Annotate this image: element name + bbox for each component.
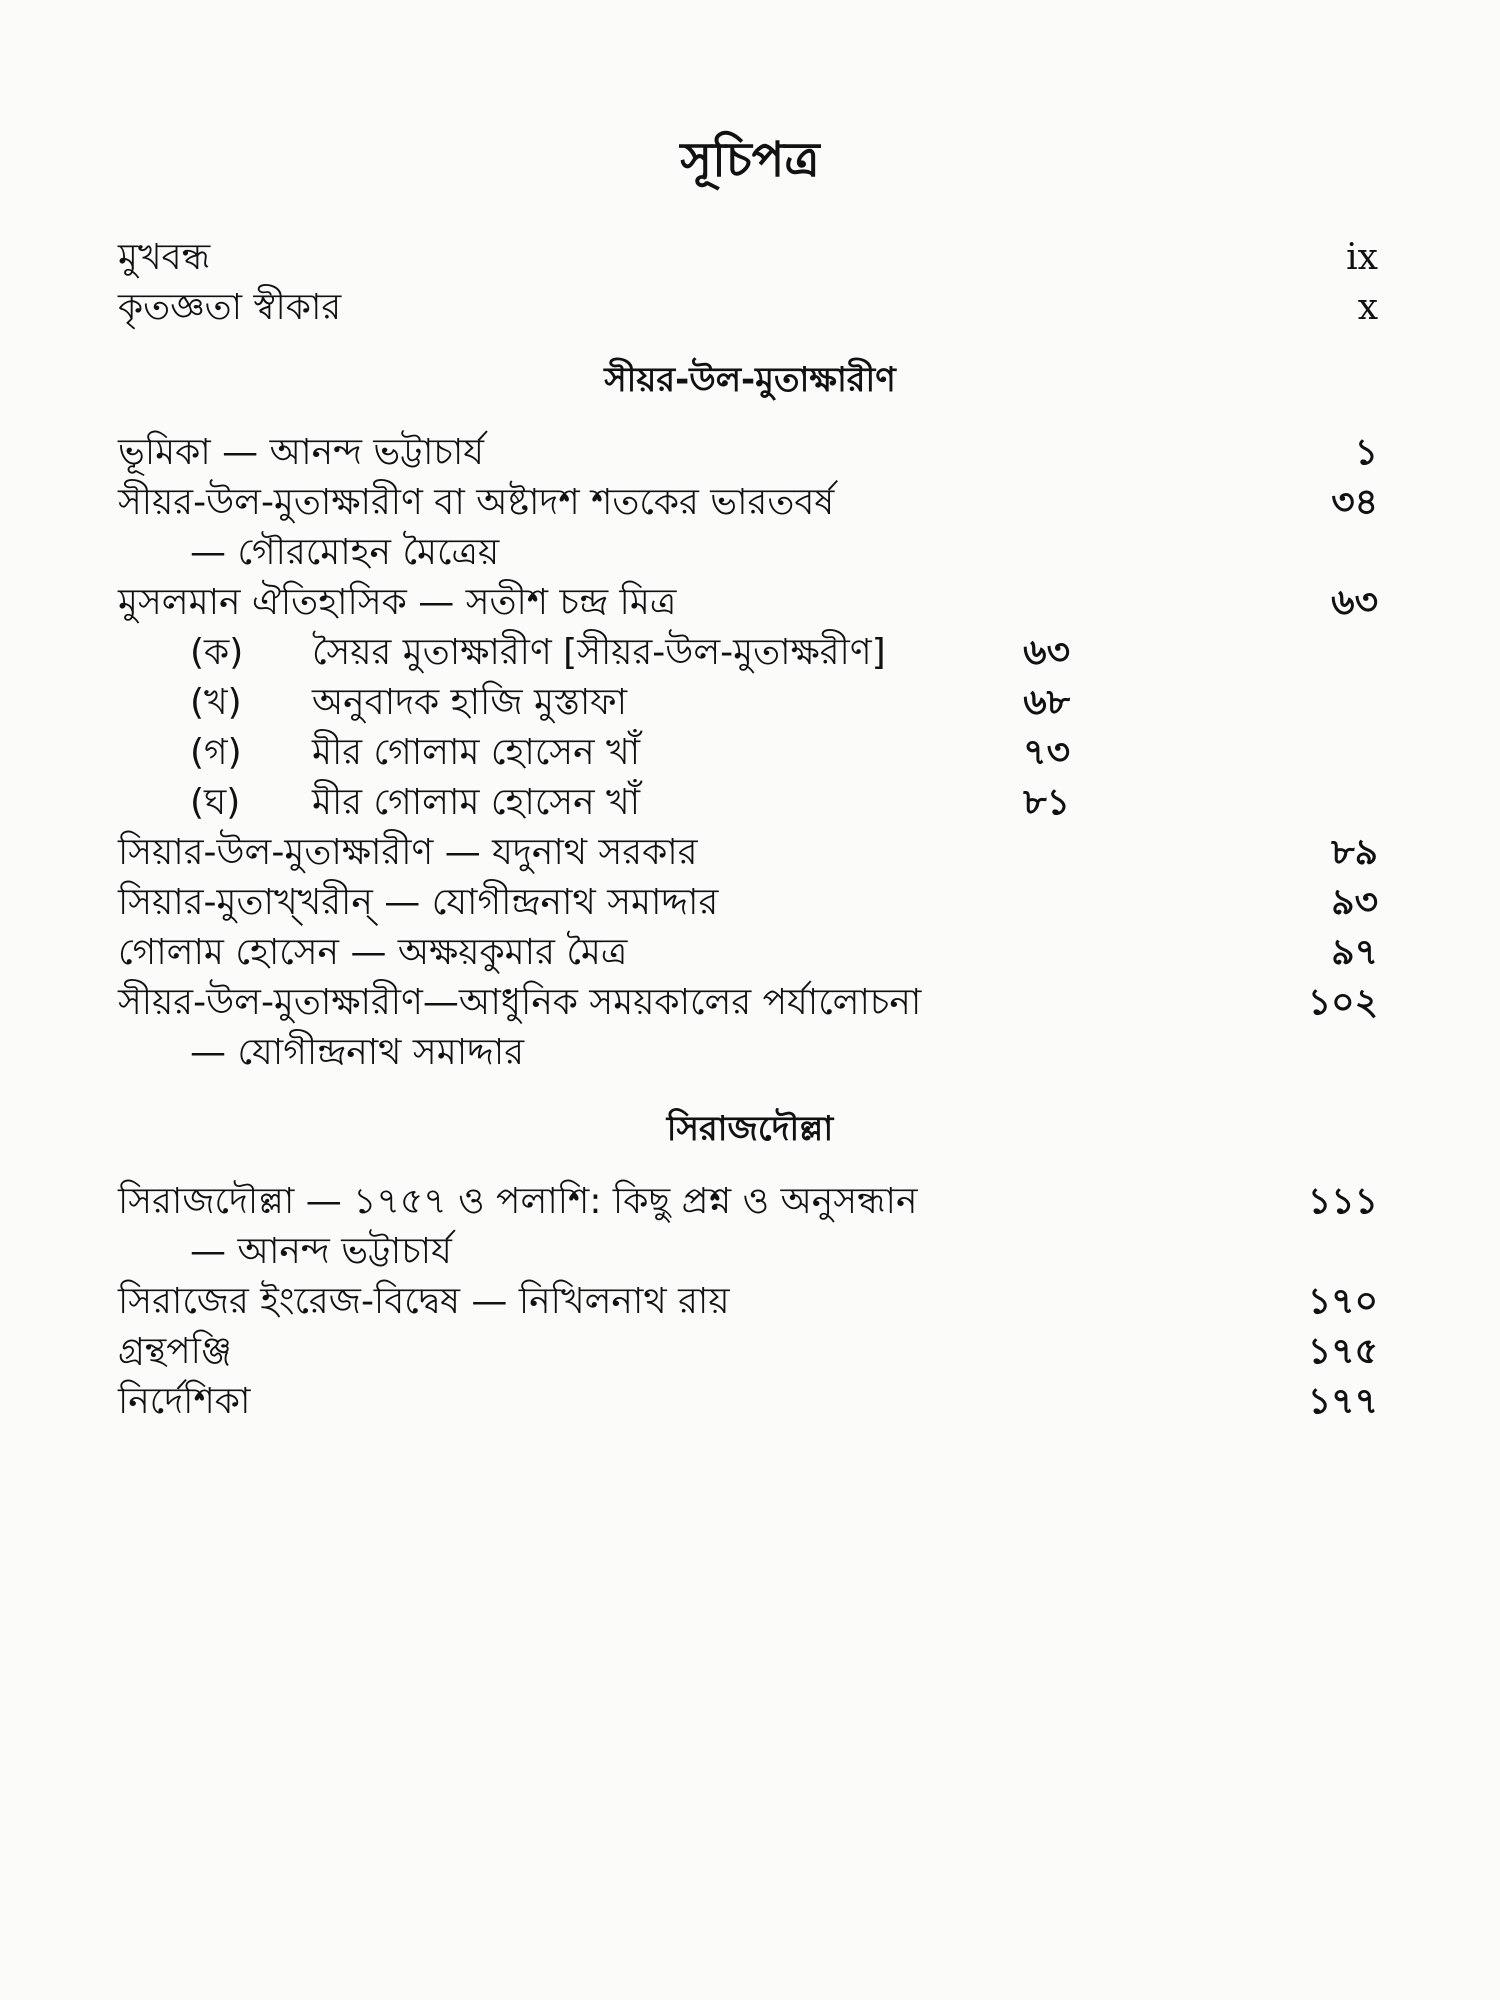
toc-sub-marker: (গ)	[190, 732, 242, 773]
page-title: সূচিপত্র	[680, 132, 820, 188]
toc-sub-label: সৈয়র মুতাক্ষারীণ [সীয়র-উল-মুতাক্ষরীণ]	[312, 632, 886, 673]
toc-entry[interactable]	[118, 478, 1378, 528]
toc-entry-page: ৯৭	[1331, 932, 1378, 973]
toc-entry-author: — আনন্দ ভট্টাচার্য	[190, 1231, 452, 1272]
toc-entry[interactable]	[118, 1277, 1378, 1327]
toc-entry-page: ১৭০	[1307, 1281, 1378, 1322]
section-heading: সীয়র-উল-মুতাক্ষারীণ	[604, 360, 896, 400]
toc-entry-page: ৬৩	[1331, 582, 1378, 623]
toc-entry-label: সীয়র-উল-মুতাক্ষারীণ—আধুনিক সময়কালের পর্যালোচনা	[118, 982, 922, 1023]
toc-entry-label: গোলাম হোসেন — অক্ষয়কুমার মৈত্র	[118, 932, 628, 973]
toc-entry-page: ১০২	[1307, 982, 1378, 1023]
toc-entry-label: সিরাজের ইংরেজ-বিদ্বেষ — নিখিলনাথ রায়	[118, 1281, 730, 1322]
toc-entry-author: — গৌরমোহন মৈত্রেয়	[190, 532, 500, 573]
toc-sub-marker: (খ)	[190, 682, 242, 723]
toc-entry[interactable]	[118, 1177, 1378, 1227]
toc-sub-label: মীর গোলাম হোসেন খাঁ	[312, 782, 641, 823]
toc-entry-label: সিয়ার-উল-মুতাক্ষারীণ — যদুনাথ সরকার	[118, 832, 698, 873]
toc-entry-label: কৃতজ্ঞতা স্বীকার	[118, 287, 342, 328]
toc-entry[interactable]	[118, 428, 1378, 478]
toc-entry-author: — যোগীন্দ্রনাথ সমাদ্দার	[190, 1032, 525, 1073]
toc-entry-page: x	[1357, 287, 1378, 328]
toc-entry-acknowledgement[interactable]	[118, 283, 1378, 333]
toc-entry[interactable]	[118, 878, 1378, 928]
toc-sub-entry[interactable]	[190, 628, 1070, 678]
toc-entry[interactable]	[118, 578, 1378, 628]
toc-entry[interactable]	[118, 978, 1378, 1028]
toc-sub-marker: (ঘ)	[190, 782, 241, 823]
toc-entry-label: মুসলমান ঐতিহাসিক — সতীশ চন্দ্র মিত্র	[118, 582, 677, 623]
toc-entry-page: ix	[1346, 237, 1378, 278]
toc-sub-label: মীর গোলাম হোসেন খাঁ	[312, 732, 641, 773]
toc-entry-label: গ্রন্থপঞ্জি	[118, 1331, 232, 1372]
toc-entry[interactable]	[118, 828, 1378, 878]
toc-sub-marker: (ক)	[190, 632, 244, 673]
toc-entry-label: নির্দেশিকা	[118, 1381, 251, 1422]
toc-entry[interactable]	[118, 928, 1378, 978]
toc-sub-page: ৭৩	[1023, 732, 1070, 773]
toc-entry-label: সিরাজদৌল্লা — ১৭৫৭ ও পলাশি: কিছু প্রশ্ন ও অনুসন্ধান	[118, 1181, 918, 1222]
toc-sub-page: ৬৩	[1023, 632, 1070, 673]
toc-entry-label: ভূমিকা — আনন্দ ভট্টাচার্য	[118, 432, 485, 473]
toc-entry-label: সীয়র-উল-মুতাক্ষারীণ বা অষ্টাদশ শতকের ভারতবর্ষ	[118, 482, 835, 523]
toc-entry-page: ১	[1354, 432, 1378, 473]
toc-entry-bibliography[interactable]	[118, 1327, 1378, 1377]
toc-entry-page: ৯৩	[1331, 882, 1378, 923]
toc-sub-entry[interactable]	[190, 778, 1070, 828]
section-heading: সিরাজদৌল্লা	[666, 1109, 834, 1149]
toc-sub-entry[interactable]	[190, 678, 1070, 728]
toc-sub-page: ৬৮	[1023, 682, 1070, 723]
toc-sub-label: অনুবাদক হাজি মুস্তাফা	[312, 682, 628, 723]
toc-entry-page: ১৭৫	[1307, 1331, 1378, 1372]
toc-entry-label: মুখবন্ধ	[118, 237, 211, 278]
toc-entry-preface[interactable]	[118, 233, 1378, 283]
toc-entry-index[interactable]	[118, 1377, 1378, 1427]
toc-entry-page: ১১১	[1307, 1181, 1378, 1222]
toc-sub-page: ৮১	[1023, 782, 1070, 823]
toc-entry-page: ৮৯	[1331, 832, 1378, 873]
toc-entry-page: ৩৪	[1331, 482, 1378, 523]
toc-sub-entry[interactable]	[190, 728, 1070, 778]
toc-entry-page: ১৭৭	[1307, 1381, 1378, 1422]
toc-entry-label: সিয়ার-মুতাখ্‌খরীন্‌ — যোগীন্দ্রনাথ সমাদ্দার	[118, 882, 719, 923]
